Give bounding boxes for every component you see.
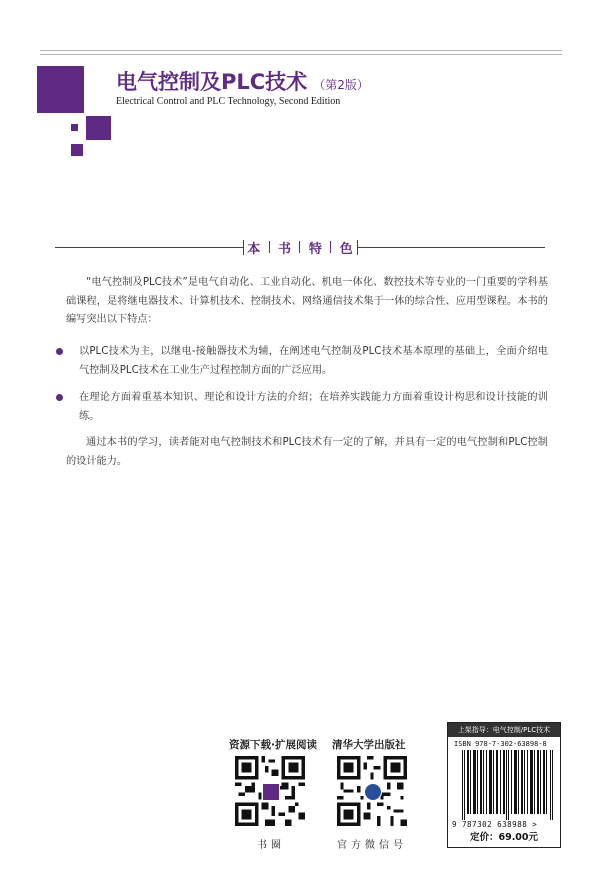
book-title-cn: 电气控制及PLC技术 bbox=[116, 70, 308, 94]
closing-paragraph: 通过本书的学习，读者能对电气控制技术和PLC技术有一定的了解，并具有一定的电气控制和PLC控制的设计能力。 bbox=[66, 437, 548, 467]
section-title-char: 色 bbox=[339, 241, 353, 257]
feature-item-1: 以PLC技术为主，以继电-接触器技术为辅，在阐述电气控制及PLC技术基本原理的基础上，全面介绍电气控制及PLC技术在工业生产过程控制方面的广泛应用。 bbox=[79, 346, 548, 376]
section-rule-left bbox=[55, 247, 243, 248]
bullet-dot bbox=[56, 348, 63, 355]
section-title bbox=[243, 238, 357, 256]
qr-caption-resources: 书圈 bbox=[257, 840, 285, 851]
book-title bbox=[116, 66, 369, 96]
section-title-char: 书 bbox=[278, 241, 292, 257]
isbn-text: ISBN 978-7-302-63898-8 bbox=[454, 740, 547, 748]
barcode-bars bbox=[462, 750, 554, 820]
section-rule-right bbox=[357, 247, 545, 248]
bullet-dot bbox=[56, 394, 63, 401]
qr-label-publisher: 清华大学出版社 bbox=[332, 739, 406, 751]
top-rule bbox=[40, 54, 562, 55]
qr-code-publisher[interactable] bbox=[337, 756, 407, 826]
qr-code-resources[interactable] bbox=[235, 756, 305, 826]
section-title-char: 本 bbox=[247, 241, 261, 257]
shelf-category: 上架指导：电气控制/PLC技术 bbox=[448, 723, 560, 737]
price: 定价：69.00元 bbox=[469, 832, 539, 843]
isbn-barcode-panel bbox=[447, 722, 561, 848]
feature-item-2: 在理论方面着重基本知识、理论和设计方法的介绍；在培养实践能力方面着重设计构思和设计技能的训练。 bbox=[79, 392, 548, 422]
book-edition: （第2版） bbox=[313, 78, 369, 92]
intro-paragraph: “电气控制及PLC技术”是电气自动化、工业自动化、机电一体化、数控技术等专业的一门重要的学科基础课程，是将继电器技术、计算机技术、控制技术、网络通信技术集于一体的综合性、应用型课程。本书的编写突出以下特点： bbox=[66, 277, 548, 326]
book-title-en: Electrical Control and PLC Technology, Second Edition bbox=[116, 96, 341, 107]
qr-caption-publisher: 官方微信号 bbox=[337, 840, 407, 851]
section-title-char: 特 bbox=[308, 241, 322, 257]
barcode-number: 9 787302 638988 > bbox=[452, 820, 538, 829]
top-rule bbox=[40, 50, 562, 51]
qr-label-resources: 资源下载·扩展阅读 bbox=[229, 739, 317, 751]
